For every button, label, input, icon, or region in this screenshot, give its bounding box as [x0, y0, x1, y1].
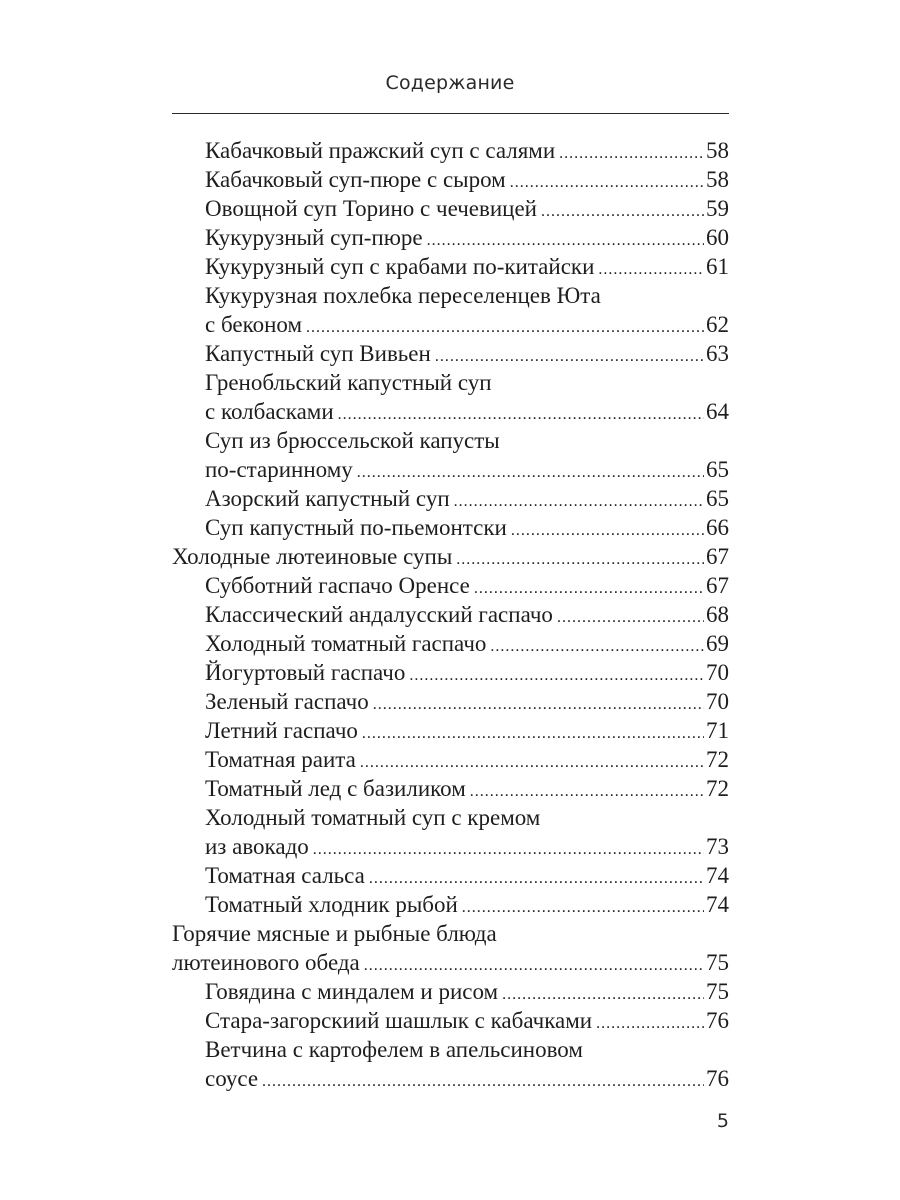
toc-entry	[172, 890, 729, 919]
dot-leader	[598, 255, 704, 284]
toc-entry-title: Холодные лютеиновые супы	[172, 544, 453, 569]
toc-entry	[172, 252, 729, 281]
toc-entry-title: Кабачковый пражский суп с салями	[205, 138, 556, 163]
toc-page-number: 60	[706, 225, 729, 250]
toc-entry-line	[172, 310, 729, 339]
toc-page-number: 76	[706, 1008, 729, 1033]
toc-page-number: 67	[706, 544, 729, 569]
dot-leader	[369, 864, 704, 893]
toc-entry	[172, 194, 729, 223]
toc-entry	[172, 629, 729, 658]
toc-page-number: 69	[706, 631, 729, 656]
toc-entry-line	[172, 368, 729, 397]
dot-leader	[502, 980, 704, 1009]
toc-entry	[172, 339, 729, 368]
toc-page-number: 62	[706, 312, 729, 337]
toc-entry	[172, 803, 729, 861]
toc-entry-line	[172, 716, 729, 745]
toc-entry	[172, 745, 729, 774]
toc-entry-line	[172, 890, 729, 919]
dot-leader	[427, 226, 704, 255]
toc-entry-line	[172, 658, 729, 687]
running-header: Содержание	[385, 72, 515, 94]
toc-entry-title: Кабачковый суп-пюре с сыром	[205, 167, 506, 192]
toc-entry-title: из авокадо	[205, 834, 309, 859]
dot-leader	[357, 458, 704, 487]
toc-entry	[172, 484, 729, 513]
toc-entry-title: Классический андалусский гаспачо	[205, 602, 553, 627]
toc-entry-line	[172, 948, 729, 977]
page-number: 5	[716, 1110, 729, 1132]
dot-leader	[559, 139, 704, 168]
toc-entry-line	[172, 426, 729, 455]
toc-entry-title: Летний гаспачо	[205, 718, 358, 743]
toc-entry-title: Стара-загорскиий шашлык с кабачками	[205, 1008, 593, 1033]
toc-page-number: 65	[706, 457, 729, 482]
toc-entry-line	[172, 919, 729, 948]
dot-leader	[313, 835, 704, 864]
toc-entry-title: соусе	[205, 1066, 259, 1091]
toc-entry-line	[172, 803, 729, 832]
toc-entry	[172, 165, 729, 194]
toc-page-number: 72	[706, 747, 729, 772]
toc-entry-line	[172, 629, 729, 658]
toc-entry-line	[172, 600, 729, 629]
toc-page-number: 73	[706, 834, 729, 859]
toc-entry-line	[172, 977, 729, 1006]
dot-leader	[490, 632, 704, 661]
toc-entry-line	[172, 252, 729, 281]
toc-entry-line	[172, 542, 729, 571]
toc-entry-title: Говядина с миндалем и рисом	[205, 979, 499, 1004]
toc-entry-line	[172, 223, 729, 252]
toc-entry-line	[172, 136, 729, 165]
toc-entry	[172, 281, 729, 339]
toc-entry-line	[172, 1006, 729, 1035]
toc-entry	[172, 136, 729, 165]
toc-entry-title: Зеленый гаспачо	[205, 689, 369, 714]
dot-leader	[435, 342, 704, 371]
toc-entry-title: Кукурузный суп-пюре	[205, 225, 423, 250]
toc-entry-line	[172, 745, 729, 774]
toc-entry-title: по-старинному	[205, 457, 353, 482]
toc-page-number: 58	[706, 138, 729, 163]
toc-entry-line	[172, 281, 729, 310]
toc-entry	[172, 977, 729, 1006]
toc-entry-line	[172, 1064, 729, 1093]
toc-page-number: 71	[706, 718, 729, 743]
toc-entry-line	[172, 165, 729, 194]
dot-leader	[338, 400, 704, 429]
dot-leader	[409, 661, 704, 690]
toc-page-number: 74	[706, 863, 729, 888]
toc-page-number: 75	[706, 950, 729, 975]
toc-entry-line	[172, 339, 729, 368]
toc-entry-title: Холодный томатный суп с кремом	[205, 805, 541, 830]
toc-entry-line	[172, 774, 729, 803]
toc-entry-title: Суп из брюссельской капусты	[205, 428, 500, 453]
toc-entry-line	[172, 687, 729, 716]
toc-entry	[172, 223, 729, 252]
toc-entry	[172, 1035, 729, 1093]
toc-entry	[172, 687, 729, 716]
toc-entry	[172, 1006, 729, 1035]
dot-leader	[596, 1009, 704, 1038]
toc-page-number: 61	[706, 254, 729, 279]
dot-leader	[360, 748, 704, 777]
dot-leader	[306, 313, 704, 342]
toc-page-number: 72	[706, 776, 729, 801]
dot-leader	[541, 197, 704, 226]
dot-leader	[373, 690, 704, 719]
toc-entry-title: Горячие мясные и рыбные блюда	[172, 921, 497, 946]
table-of-contents	[172, 136, 729, 1093]
toc-page-number: 70	[706, 660, 729, 685]
dot-leader	[557, 603, 704, 632]
toc-entry-line	[172, 571, 729, 600]
toc-entry-title: Суп капустный по-пьемонтски	[205, 515, 507, 540]
toc-entry-line	[172, 832, 729, 861]
toc-entry-line	[172, 1035, 729, 1064]
dot-leader	[510, 168, 704, 197]
toc-entry-title: Холодный томатный гаспачо	[205, 631, 487, 656]
toc-entry-title: Кукурузный суп с крабами по-китайски	[205, 254, 595, 279]
toc-entry-title: Томатный лед с базиликом	[205, 776, 466, 801]
dot-leader	[462, 893, 704, 922]
toc-entry	[172, 716, 729, 745]
dot-leader	[364, 951, 704, 980]
dot-leader	[470, 777, 704, 806]
toc-entry	[172, 600, 729, 629]
toc-page-number: 76	[706, 1066, 729, 1091]
toc-page-number: 65	[706, 486, 729, 511]
toc-page-number: 63	[706, 341, 729, 366]
toc-entry	[172, 368, 729, 426]
toc-entry-title: Кукурузная похлебка переселенцев Юта	[205, 283, 601, 308]
toc-entry-title: Азорский капустный суп	[205, 486, 450, 511]
dot-leader	[362, 719, 704, 748]
toc-page-number: 68	[706, 602, 729, 627]
toc-entry-line	[172, 194, 729, 223]
toc-entry-title: Субботний гаспачо Оренсе	[205, 573, 470, 598]
toc-entry-line	[172, 861, 729, 890]
toc-entry-title: лютеинового обеда	[172, 950, 360, 975]
dot-leader	[454, 487, 704, 516]
toc-entry	[172, 426, 729, 484]
toc-entry-title: с колбасками	[205, 399, 334, 424]
toc-entry-title: Ветчина с картофелем в апельсиновом	[205, 1037, 583, 1062]
toc-page-number: 66	[706, 515, 729, 540]
toc-entry	[172, 571, 729, 600]
toc-entry	[172, 513, 729, 542]
toc-section-entry	[172, 542, 729, 571]
toc-entry-title: Гренобльский капустный суп	[205, 370, 492, 395]
dot-leader	[511, 516, 704, 545]
toc-page-number: 75	[706, 979, 729, 1004]
dot-leader	[262, 1067, 704, 1096]
toc-page-number: 70	[706, 689, 729, 714]
toc-page-number: 64	[706, 399, 729, 424]
toc-page-number: 58	[706, 167, 729, 192]
toc-entry-title: Томатная раита	[205, 747, 356, 772]
toc-entry-title: Овощной суп Торино с чечевицей	[205, 196, 537, 221]
toc-page-number: 74	[706, 892, 729, 917]
dot-leader	[456, 545, 704, 574]
toc-entry	[172, 774, 729, 803]
toc-entry-title: с беконом	[205, 312, 302, 337]
toc-entry-title: Йогуртовый гаспачо	[205, 660, 406, 685]
toc-entry-line	[172, 484, 729, 513]
toc-entry-title: Капустный суп Вивьен	[205, 341, 431, 366]
toc-entry-line	[172, 397, 729, 426]
toc-entry-title: Томатная сальса	[205, 863, 365, 888]
toc-entry	[172, 658, 729, 687]
toc-entry-line	[172, 513, 729, 542]
toc-entry-title: Томатный хлодник рыбой	[205, 892, 458, 917]
toc-page-number: 59	[706, 196, 729, 221]
toc-section-entry	[172, 919, 729, 977]
toc-entry	[172, 861, 729, 890]
header-rule	[172, 113, 729, 114]
toc-page-number: 67	[706, 573, 729, 598]
toc-entry-line	[172, 455, 729, 484]
dot-leader	[474, 574, 704, 603]
